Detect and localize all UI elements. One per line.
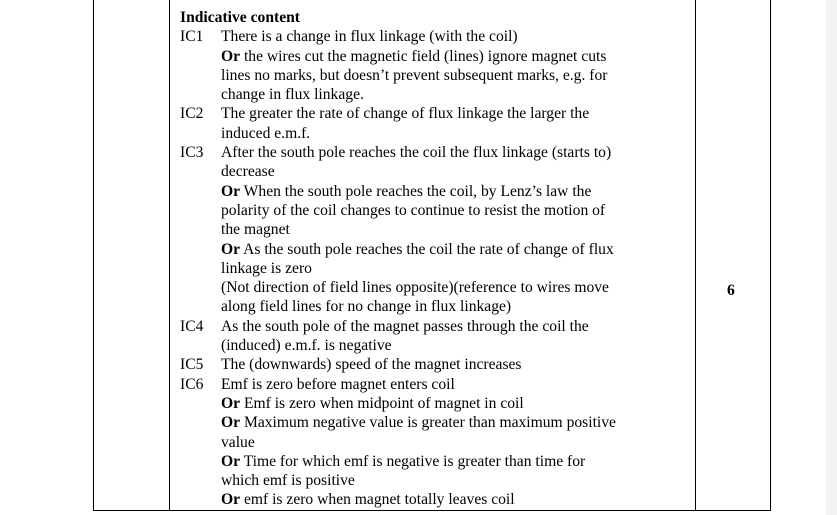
answer-line [221, 162, 656, 181]
line-text: change in flux linkage. [221, 86, 364, 104]
ic-row-ic3 [180, 143, 680, 317]
line-text: lines no marks, but doesn’t prevent subsequent marks, e.g. for [221, 66, 608, 84]
ic-row-ic5 [180, 355, 680, 374]
line-text: induced e.m.f. [221, 124, 311, 142]
line-text: decrease [221, 163, 275, 181]
answer-line [221, 317, 656, 336]
answer-line [221, 259, 656, 278]
or-keyword: Or [221, 47, 241, 65]
ic-label: IC3 [180, 144, 204, 162]
ic-body [221, 375, 656, 510]
line-text: Maximum negative value is greater than maximum positive [240, 414, 616, 432]
line-text: polarity of the coil changes to continue to resist the motion of [221, 201, 606, 219]
line-text: value [221, 433, 255, 451]
scrollbar-gutter[interactable] [826, 0, 837, 515]
answer-line [221, 355, 656, 374]
line-text: Time for which emf is negative is greater than time for [240, 452, 586, 470]
alternative-answer-line [221, 394, 656, 413]
alternative-answer-line [221, 413, 656, 432]
ic-row-ic1 [180, 27, 680, 104]
line-text: As the south pole of the magnet passes through the coil the [221, 317, 589, 335]
table-border-right [770, 0, 771, 511]
line-text: Emf is zero before magnet enters coil [221, 375, 455, 393]
alternative-answer-line [221, 240, 656, 259]
line-text: emf is zero when magnet totally leaves coil [240, 491, 515, 509]
table-divider-mark [695, 0, 696, 511]
answer-line [221, 104, 656, 123]
line-text: along field lines for no change in flux linkage) [221, 298, 512, 316]
line-text: Emf is zero when midpoint of magnet in coil [240, 394, 524, 412]
ic-row-ic6 [180, 375, 680, 510]
answer-line [221, 375, 656, 394]
indicative-content-heading: Indicative content [180, 9, 300, 26]
answer-line [221, 143, 656, 162]
line-text: There is a change in flux linkage (with the coil) [221, 28, 518, 46]
line-text: the wires cut the magnetic field (lines) ignore magnet cuts [240, 47, 607, 65]
answer-line [221, 124, 656, 143]
answer-line [221, 85, 656, 104]
table-border-left [93, 0, 94, 511]
line-text: As the south pole reaches the coil the rate of change of flux [240, 240, 614, 258]
answer-line [221, 66, 656, 85]
alternative-answer-line [221, 490, 656, 509]
ic-row-ic2 [180, 104, 680, 143]
alternative-answer-line [221, 182, 656, 201]
answer-line [221, 433, 656, 452]
line-text: linkage is zero [221, 259, 312, 277]
ic-body [221, 355, 656, 374]
indicative-content-list [180, 27, 680, 509]
answer-line [221, 201, 656, 220]
line-text: the magnet [221, 221, 290, 239]
ic-body [221, 143, 656, 317]
line-text: After the south pole reaches the coil the flux linkage (starts to) [221, 144, 612, 162]
alternative-answer-line [221, 47, 656, 66]
answer-line [221, 27, 656, 46]
table-bottom-border [93, 510, 771, 511]
line-text: which emf is positive [221, 472, 355, 490]
ic-row-ic4 [180, 317, 680, 356]
ic-body [221, 317, 656, 356]
or-keyword: Or [221, 414, 241, 432]
line-text: The (downwards) speed of the magnet increases [221, 356, 522, 374]
or-keyword: Or [221, 452, 241, 470]
answer-line [221, 278, 656, 297]
indicative-content-cell [180, 8, 680, 510]
answer-line [221, 220, 656, 239]
ic-label: IC6 [180, 375, 204, 393]
line-text: (induced) e.m.f. is negative [221, 337, 392, 355]
alternative-answer-line [221, 452, 656, 471]
ic-label: IC2 [180, 105, 204, 123]
ic-label: IC4 [180, 317, 204, 335]
ic-label: IC1 [180, 28, 204, 46]
line-text: (Not direction of field lines opposite)(reference to wires move [221, 279, 609, 297]
or-keyword: Or [221, 182, 241, 200]
line-text: The greater the rate of change of flux linkage the larger the [221, 105, 590, 123]
mark-value: 6 [727, 282, 735, 299]
answer-line [221, 471, 656, 490]
or-keyword: Or [221, 394, 241, 412]
ic-body [221, 27, 656, 104]
ic-body [221, 104, 656, 143]
or-keyword: Or [221, 491, 241, 509]
ic-label: IC5 [180, 356, 204, 374]
table-divider-content [169, 0, 170, 511]
answer-line [221, 336, 656, 355]
answer-line [221, 297, 656, 316]
or-keyword: Or [221, 240, 241, 258]
line-text: When the south pole reaches the coil, by Lenz’s law the [240, 182, 592, 200]
